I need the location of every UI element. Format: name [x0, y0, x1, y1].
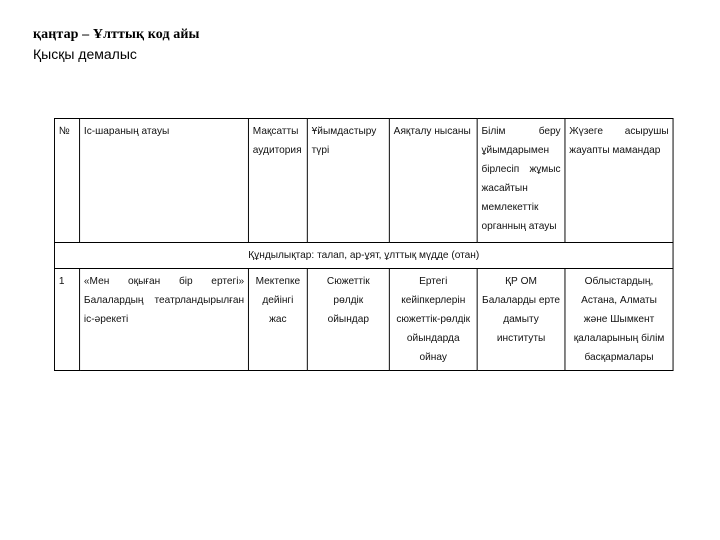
header-cell-audience: Мақсатты аудитория [248, 119, 307, 243]
header-cell-event-name: Іс-шараның атауы [80, 119, 249, 243]
cell-partner: ҚР ОМ Балаларды ерте дамыту институты [477, 269, 565, 371]
header-cell-number: № [54, 119, 79, 243]
header-cell-partner: Білім беру ұйымдарымен бірлесіп жұмыс жасайтын мемлекеттік органның атауы [477, 119, 565, 243]
header-cell-result: Аяқталу нысаны [389, 119, 477, 243]
values-cell: Құндылықтар: талап, ар-ұят, ұлттық мүдде (отан) [54, 243, 673, 269]
cell-number: 1 [54, 269, 79, 371]
values-row [54, 243, 673, 269]
page-title: қаңтар – Ұлттық код айы [33, 27, 200, 42]
cell-executors: Облыстардың, Астана, Алматы және Шымкент қалаларының білім басқармалары [565, 269, 673, 371]
header-cell-form: Ұйымдастыру түрі [307, 119, 389, 243]
table-header-row [54, 119, 673, 243]
cell-audience: Мектепке дейінгі жас [248, 269, 307, 371]
cell-result: Ертегі кейіпкерлерін сюжеттік-рөлдік ойындарда ойнау [389, 269, 477, 371]
cell-event-name: «Мен оқыған бір ертегі» Балалардың театрландырылған іс-әрекеті [80, 269, 249, 371]
page-subtitle: Қысқы демалыс [33, 46, 137, 62]
events-table [54, 118, 674, 371]
table-row [54, 269, 673, 371]
header-cell-executors: Жүзеге асырушы жауапты мамандар [565, 119, 673, 243]
cell-form: Сюжеттік рөлдік ойындар [307, 269, 389, 371]
